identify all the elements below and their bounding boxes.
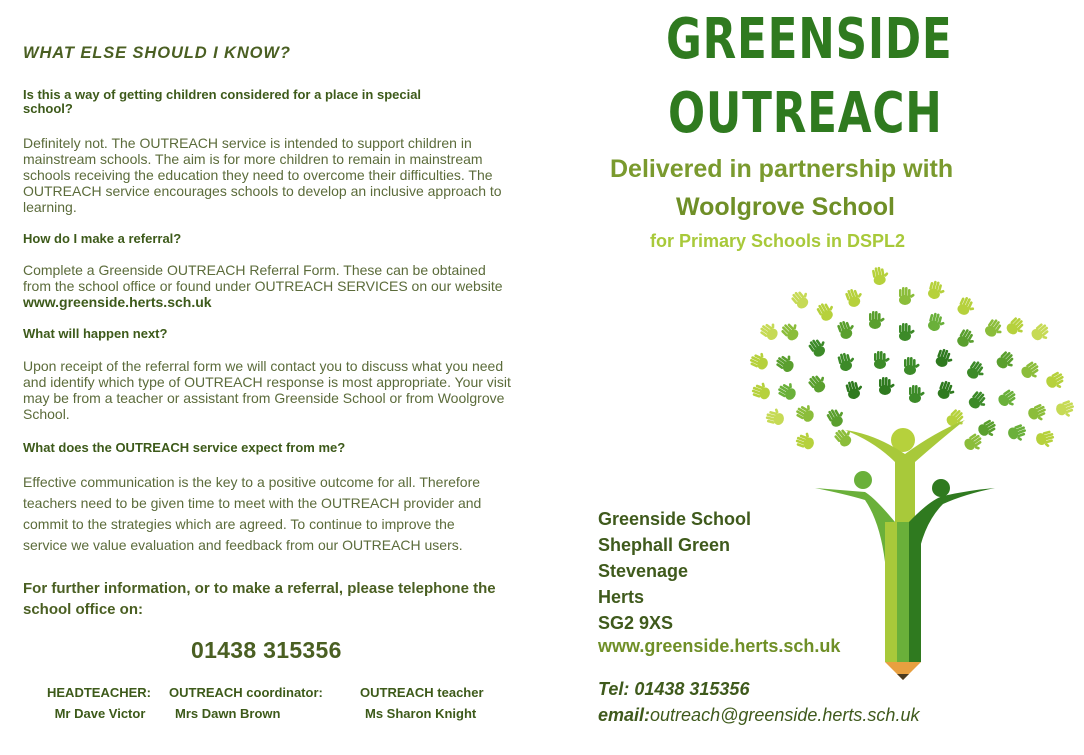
pencil-trunk bbox=[885, 522, 921, 680]
staff-coordinator bbox=[169, 682, 323, 724]
answer-expect: Effective communication is the key to a positive outcome for all. Therefore teachers need to be given time to meet with the OUTREACH provider and commit to the strategies which are agreed. To continue to improve the service we value evaluation and feedback from our OUTREACH users. bbox=[23, 474, 482, 553]
question-expect: What does the OUTREACH service expect from me? bbox=[23, 440, 346, 455]
staff-role: OUTREACH teacher bbox=[360, 685, 484, 700]
answer-referral bbox=[23, 262, 513, 310]
address-line: SG2 9XS bbox=[598, 613, 674, 633]
phone-number: 01438 315356 bbox=[191, 637, 342, 663]
email-line bbox=[598, 705, 919, 726]
further-info: For further information, or to make a referral, please telephone the school office on: bbox=[23, 580, 496, 618]
delivered-line2: Woolgrove School bbox=[676, 193, 895, 221]
staff-role: OUTREACH coordinator: bbox=[169, 685, 323, 700]
hand-tree-pencil-logo bbox=[745, 262, 1080, 687]
staff-headteacher bbox=[47, 682, 151, 724]
staff-name: Mr Dave Victor bbox=[54, 706, 146, 721]
right-figure bbox=[909, 479, 995, 562]
email-label: email: bbox=[598, 705, 651, 725]
website-link[interactable]: www.greenside.herts.sch.uk bbox=[23, 294, 212, 310]
question-next: What will happen next? bbox=[23, 326, 168, 341]
address-line: Stevenage bbox=[598, 561, 689, 581]
answer-next: Upon receipt of the referral form we will contact you to discuss what you need and identify which type of OUTREACH response is most appropriate. Your visit may be from a teacher or assistant from Greenside School or from Woolgrove School. bbox=[23, 358, 511, 422]
answer-special-school: Definitely not. The OUTREACH service is intended to support children in mainstream schools. The aim is for more children to remain in mainstream schools receiving the education they need to overcome their difficulties. The OUTREACH service encourages schools to develop an inclusive approach to learning. bbox=[23, 135, 502, 215]
address-line: Herts bbox=[598, 587, 645, 607]
delivered-line1: Delivered in partnership with bbox=[610, 155, 954, 183]
primary-schools: for Primary Schools in DSPL2 bbox=[650, 231, 906, 251]
telephone: Tel: 01438 315356 bbox=[598, 679, 750, 699]
section-title: WHAT ELSE SHOULD I KNOW? bbox=[23, 44, 291, 62]
staff-name: Ms Sharon Knight bbox=[365, 706, 477, 721]
address-line: Greenside School bbox=[598, 509, 752, 529]
question-referral: How do I make a referral? bbox=[23, 231, 182, 246]
address-line: Shephall Green bbox=[598, 535, 731, 555]
staff-role: HEADTEACHER: bbox=[47, 685, 151, 700]
hand-leaves bbox=[748, 265, 1077, 455]
answer-referral-text: Complete a Greenside OUTREACH Referral Form. These can be obtained from the school office or found under OUTREACH SERVICES on our website bbox=[23, 262, 503, 294]
title-greenside: GREENSIDE bbox=[666, 7, 953, 72]
title-outreach: OUTREACH bbox=[668, 81, 943, 146]
staff-name: Mrs Dawn Brown bbox=[175, 706, 281, 721]
staff-teacher bbox=[360, 682, 484, 724]
email-address[interactable]: outreach@greenside.herts.sch.uk bbox=[650, 705, 920, 725]
question-special-school: Is this a way of getting children considered for a place in special school? bbox=[23, 87, 422, 116]
school-website[interactable]: www.greenside.herts.sch.uk bbox=[598, 636, 841, 656]
school-address bbox=[598, 506, 751, 636]
left-figure bbox=[815, 471, 895, 562]
